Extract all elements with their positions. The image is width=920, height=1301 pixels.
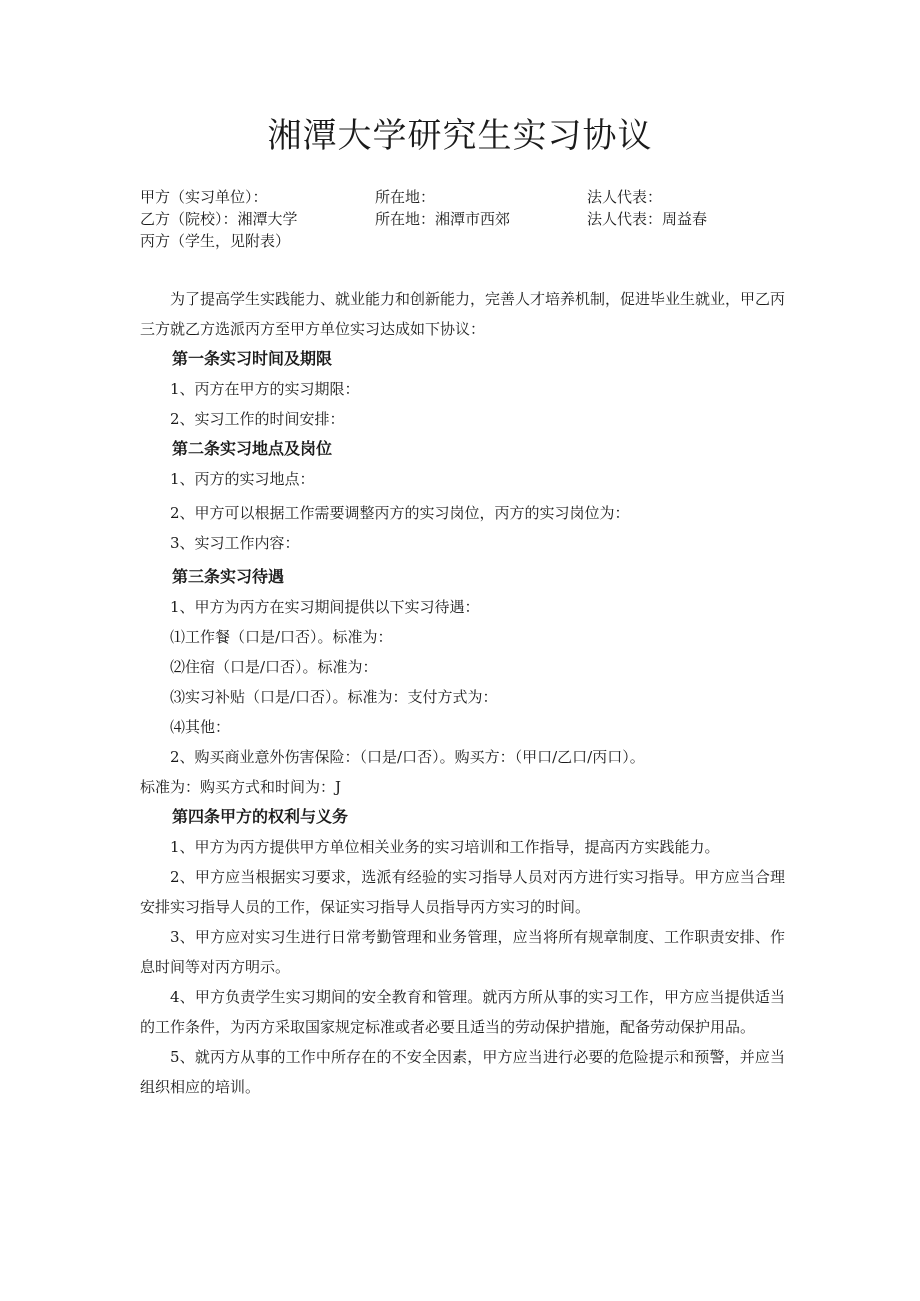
article-4-item: 3、甲方应对实习生进行日常考勤管理和业务管理，应当将所有规章制度、工作职责安排、作息时间等对丙方明示。 <box>140 928 785 976</box>
article-1-heading: 第一条实习时间及期限 <box>172 349 333 368</box>
article-3-item: ⑵住宿（口是/口否）。标准为： <box>170 658 378 676</box>
party-c-label: 丙方（学生，见附表） <box>140 232 291 250</box>
article-1-item: 1、丙方在甲方的实习期限： <box>170 380 360 398</box>
article-1-item: 2、实习工作的时间安排： <box>170 410 345 428</box>
article-3-heading: 第三条实习待遇 <box>172 567 285 586</box>
party-a-label: 甲方（实习单位）： <box>140 188 268 206</box>
article-4-heading: 第四条甲方的权利与义务 <box>172 807 349 826</box>
article-3-item: ⑶实习补贴（口是/口否）。标准为：支付方式为： <box>170 688 498 706</box>
article-3-item: ⑴工作餐（口是/口否）。标准为： <box>170 628 393 646</box>
document-body <box>140 284 785 1102</box>
party-b-location: 所在地：湘潭市西郊 <box>375 210 511 228</box>
intro-paragraph: 为了提高学生实践能力、就业能力和创新能力，完善人才培养机制，促进毕业生就业，甲乙丙三方就乙方选派丙方至甲方单位实习达成如下协议： <box>140 290 786 338</box>
party-b-label: 乙方（院校）：湘潭大学 <box>140 210 298 228</box>
party-row-b <box>140 208 820 230</box>
article-2-heading: 第二条实习地点及岗位 <box>172 439 333 458</box>
article-4-item: 5、就丙方从事的工作中所存在的不安全因素，甲方应当进行必要的危险提示和预警，并应当组织相应的培训。 <box>140 1048 785 1096</box>
article-3-item: 2、购买商业意外伤害保险：（口是/口否）。购买方：（甲口/乙口/丙口）。 <box>170 748 645 766</box>
party-b-representative: 法人代表：周益春 <box>587 210 708 228</box>
party-a-location: 所在地： <box>375 188 436 206</box>
article-3-item: ⑷其他： <box>170 718 231 736</box>
document-title: 湘潭大学研究生实习协议 <box>267 116 653 156</box>
party-row-c <box>140 230 820 252</box>
article-3-continuation: 标准为：购买方式和时间为：J <box>140 778 342 796</box>
party-row-a <box>140 186 820 208</box>
article-2-item: 1、丙方的实习地点： <box>170 470 315 488</box>
article-2-item: 2、甲方可以根据工作需要调整丙方的实习岗位，丙方的实习岗位为： <box>170 504 630 522</box>
article-4-item: 4、甲方负责学生实习期间的安全教育和管理。就丙方所从事的实习工作，甲方应当提供适当的工作条件，为丙方采取国家规定标准或者必要且适当的劳动保护措施，配备劳动保护用品。 <box>140 988 785 1036</box>
party-a-representative: 法人代表： <box>587 188 663 206</box>
parties-block <box>140 186 820 252</box>
article-2-item: 3、实习工作内容： <box>170 534 300 552</box>
article-4-item: 1、甲方为丙方提供甲方单位相关业务的实习培训和工作指导，提高丙方实践能力。 <box>170 838 720 856</box>
article-3-item: 1、甲方为丙方在实习期间提供以下实习待遇： <box>170 598 480 616</box>
article-4-item: 2、甲方应当根据实习要求，选派有经验的实习指导人员对丙方进行实习指导。甲方应当合理安排实习指导人员的工作，保证实习指导人员指导丙方实习的时间。 <box>140 868 785 916</box>
